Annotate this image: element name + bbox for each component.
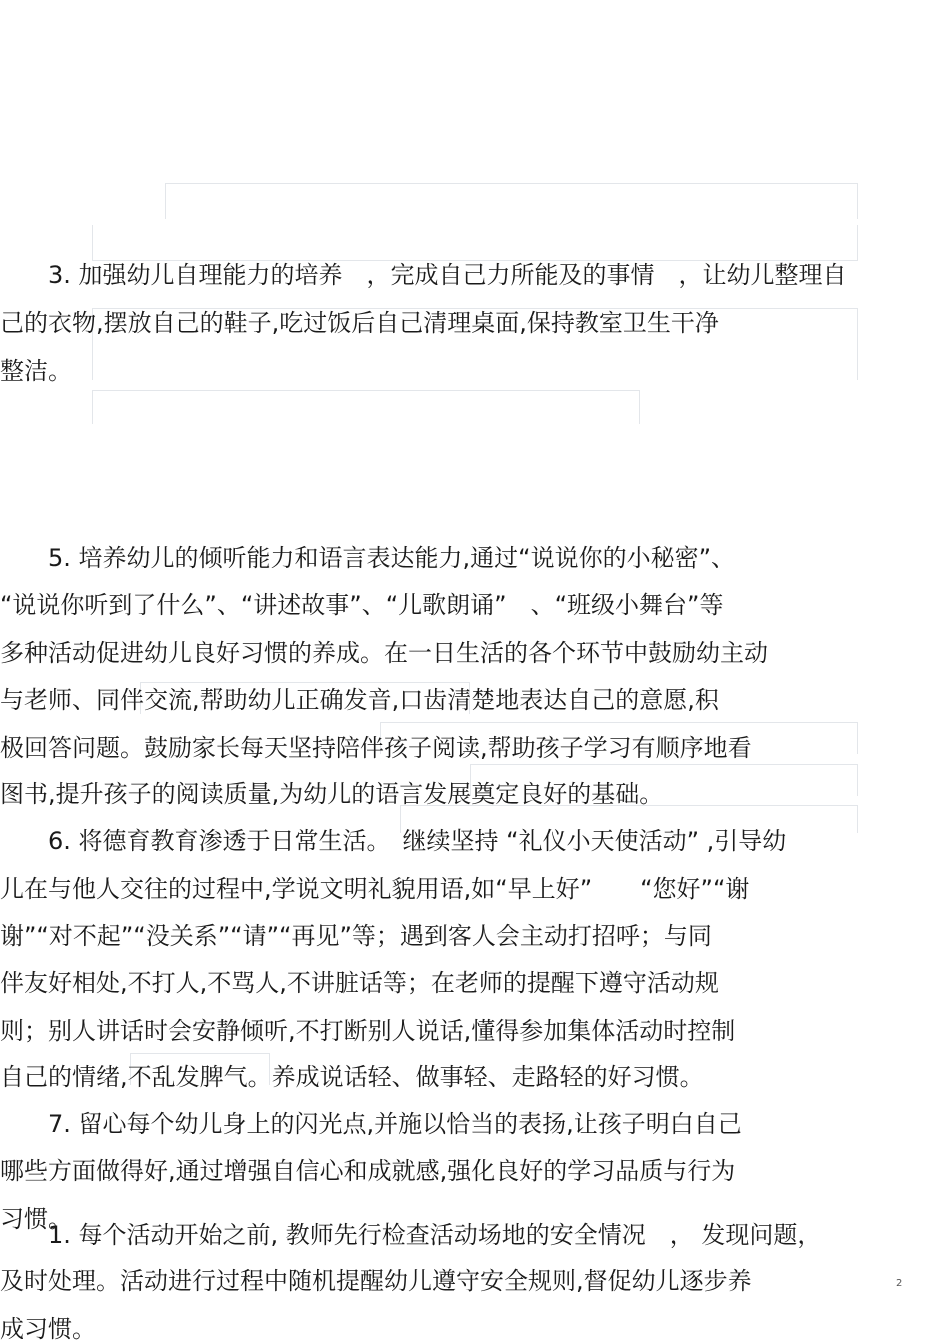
paragraph-line: 与老师、同伴交流,帮助幼儿正确发音,口齿清楚地表达自己的意愿,积 [0, 686, 719, 714]
paragraph-line: 己的衣物,摆放自己的鞋子,吃过饭后自己清理桌面,保持教室卫生干净 [0, 309, 719, 337]
paragraph-line: 5. 培养幼儿的倾听能力和语言表达能力,通过“说说你的小秘密”、 [0, 544, 736, 572]
paragraph-line: “说说你听到了什么”、“讲述故事”、“儿歌朗诵” 、“班级小舞台”等 [0, 591, 724, 619]
paragraph-line: 成习惯。 [0, 1315, 96, 1343]
paragraph-line: 6. 将德育教育渗透于日常生活。 继续坚持 “礼仪小天使活动” ,引导幼 [0, 827, 787, 855]
paragraph-line: 整洁。 [0, 357, 72, 385]
paragraph-line: 多种活动促进幼儿良好习惯的养成。在一日生活的各个环节中鼓励幼主动 [0, 639, 768, 667]
paragraph-line: 3. 加强幼儿自理能力的培养 ，完成自己力所能及的事情 ，让幼儿整理自 [0, 261, 847, 289]
paragraph-line: 及时处理。活动进行过程中随机提醒幼儿遵守安全规则,督促幼儿逐步养 [0, 1267, 752, 1295]
paragraph-line: 哪些方面做得好,通过增强自信心和成就感,强化良好的学习品质与行为 [0, 1157, 736, 1185]
paragraph-line: 自己的情绪,不乱发脾气。养成说话轻、做事轻、走路轻的好习惯。 [0, 1063, 704, 1091]
paragraph-line: 1. 每个活动开始之前, 教师先行检查活动场地的安全情况 ， 发现问题， [24, 1221, 822, 1249]
paragraph-line: 极回答问题。鼓励家长每天坚持陪伴孩子阅读,帮助孩子学习有顺序地看 [0, 734, 752, 762]
paragraph-line: 伴友好相处,不打人,不骂人,不讲脏话等；在老师的提醒下遵守活动规 [0, 969, 719, 997]
paragraph-line: 图书,提升孩子的阅读质量,为幼儿的语言发展奠定良好的基础。 [0, 780, 664, 808]
paragraph-line: 7. 留心每个幼儿身上的闪光点,并施以恰当的表扬,让孩子明白自己 [0, 1110, 742, 1138]
page-number: 2 [896, 1278, 903, 1289]
ghost-frame [165, 183, 858, 219]
paragraph-line: 儿在与他人交往的过程中,学说文明礼貌用语,如“早上好” “您好”“谢 [0, 875, 750, 903]
ghost-frame [92, 225, 858, 261]
paragraph-line: 则；别人讲话时会安静倾听,不打断别人说话,懂得参加集体活动时控制 [0, 1017, 736, 1045]
ghost-frame [92, 390, 640, 424]
paragraph-line: 谢”“对不起”“没关系”“请”“再见”等；遇到客人会主动打招呼；与同 [0, 922, 712, 950]
paragraph-line: 习惯。 [0, 1205, 72, 1233]
